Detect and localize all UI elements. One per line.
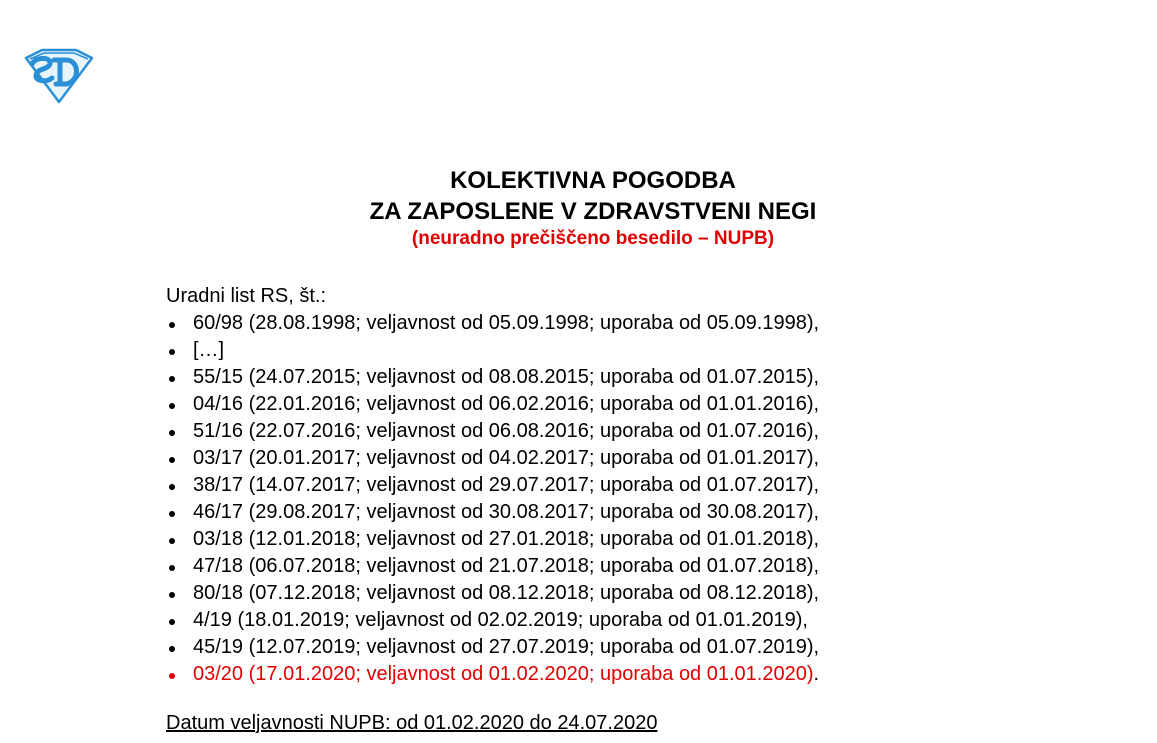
gazette-entry-text: 4/19 (18.01.2019; veljavnost od 02.02.2019; uporaba od 01.01.2019), xyxy=(193,609,808,631)
gazette-entry-text: […] xyxy=(193,339,225,361)
gazette-entry-end-mark: . xyxy=(813,663,820,685)
gazette-entry xyxy=(166,634,1066,661)
bullet-icon xyxy=(169,349,175,355)
gazette-entry xyxy=(166,445,1066,472)
gazette-entry xyxy=(166,607,1066,634)
gazette-entry-current xyxy=(166,661,1066,688)
bullet-icon xyxy=(169,673,175,679)
bullet-icon xyxy=(169,646,175,652)
bullet-icon xyxy=(169,322,175,328)
gazette-entry xyxy=(166,499,1066,526)
gazette-section xyxy=(166,283,1066,688)
bullet-icon xyxy=(169,430,175,436)
gazette-entry-text: 04/16 (22.01.2016; veljavnost od 06.02.2016; uporaba od 01.01.2016), xyxy=(193,393,820,415)
gazette-entry xyxy=(166,526,1066,553)
gazette-entry-text: 80/18 (07.12.2018; veljavnost od 08.12.2018; uporaba od 08.12.2018), xyxy=(193,582,820,604)
bullet-icon xyxy=(169,376,175,382)
gazette-entry xyxy=(166,418,1066,445)
sd-shield-logo-icon xyxy=(22,46,96,104)
gazette-entry-current-text: 03/20 (17.01.2020; veljavnost od 01.02.2020; uporaba od 01.01.2020) xyxy=(193,663,814,685)
bullet-icon xyxy=(169,403,175,409)
gazette-entry-list xyxy=(166,310,1066,688)
gazette-entry-text: 47/18 (06.07.2018; veljavnost od 21.07.2018; uporaba od 01.07.2018), xyxy=(193,555,820,577)
gazette-label: Uradni list RS, št.: xyxy=(166,285,327,307)
gazette-entry-text: 03/17 (20.01.2017; veljavnost od 04.02.2017; uporaba od 01.01.2017), xyxy=(193,447,820,469)
bullet-icon xyxy=(169,592,175,598)
nupb-validity-date: Datum veljavnosti NUPB: od 01.02.2020 do 24.07.2020 xyxy=(166,712,658,734)
gazette-entry xyxy=(166,364,1066,391)
gazette-entry xyxy=(166,553,1066,580)
bullet-icon xyxy=(169,565,175,571)
gazette-entry-text: 51/16 (22.07.2016; veljavnost od 06.08.2016; uporaba od 01.07.2016), xyxy=(193,420,820,442)
gazette-entry-text: 60/98 (28.08.1998; veljavnost od 05.09.1998; uporaba od 05.09.1998), xyxy=(193,312,820,334)
gazette-entry-text: 46/17 (29.08.2017; veljavnost od 30.08.2017; uporaba od 30.08.2017), xyxy=(193,501,820,523)
gazette-entry xyxy=(166,472,1066,499)
document-title-block xyxy=(0,165,1157,251)
gazette-entry xyxy=(166,310,1066,337)
gazette-entry-text: 38/17 (14.07.2017; veljavnost od 29.07.2017; uporaba od 01.07.2017), xyxy=(193,474,820,496)
gazette-entry-text: 45/19 (12.07.2019; veljavnost od 27.07.2019; uporaba od 01.07.2019), xyxy=(193,636,820,658)
gazette-entry-text: 03/18 (12.01.2018; veljavnost od 27.01.2018; uporaba od 01.01.2018), xyxy=(193,528,820,550)
bullet-icon xyxy=(169,457,175,463)
bullet-icon xyxy=(169,484,175,490)
title-subtitle: (neuradno prečiščeno besedilo – NUPB) xyxy=(411,228,775,249)
title-line-1: KOLEKTIVNA POGODBA xyxy=(450,167,736,194)
bullet-icon xyxy=(169,619,175,625)
bullet-icon xyxy=(169,538,175,544)
gazette-entry xyxy=(166,580,1066,607)
title-line-2: ZA ZAPOSLENE V ZDRAVSTVENI NEGI xyxy=(369,198,817,225)
gazette-entry xyxy=(166,391,1066,418)
bullet-icon xyxy=(169,511,175,517)
gazette-entry xyxy=(166,337,1066,364)
gazette-entry-text: 55/15 (24.07.2015; veljavnost od 08.08.2015; uporaba od 01.07.2015), xyxy=(193,366,820,388)
